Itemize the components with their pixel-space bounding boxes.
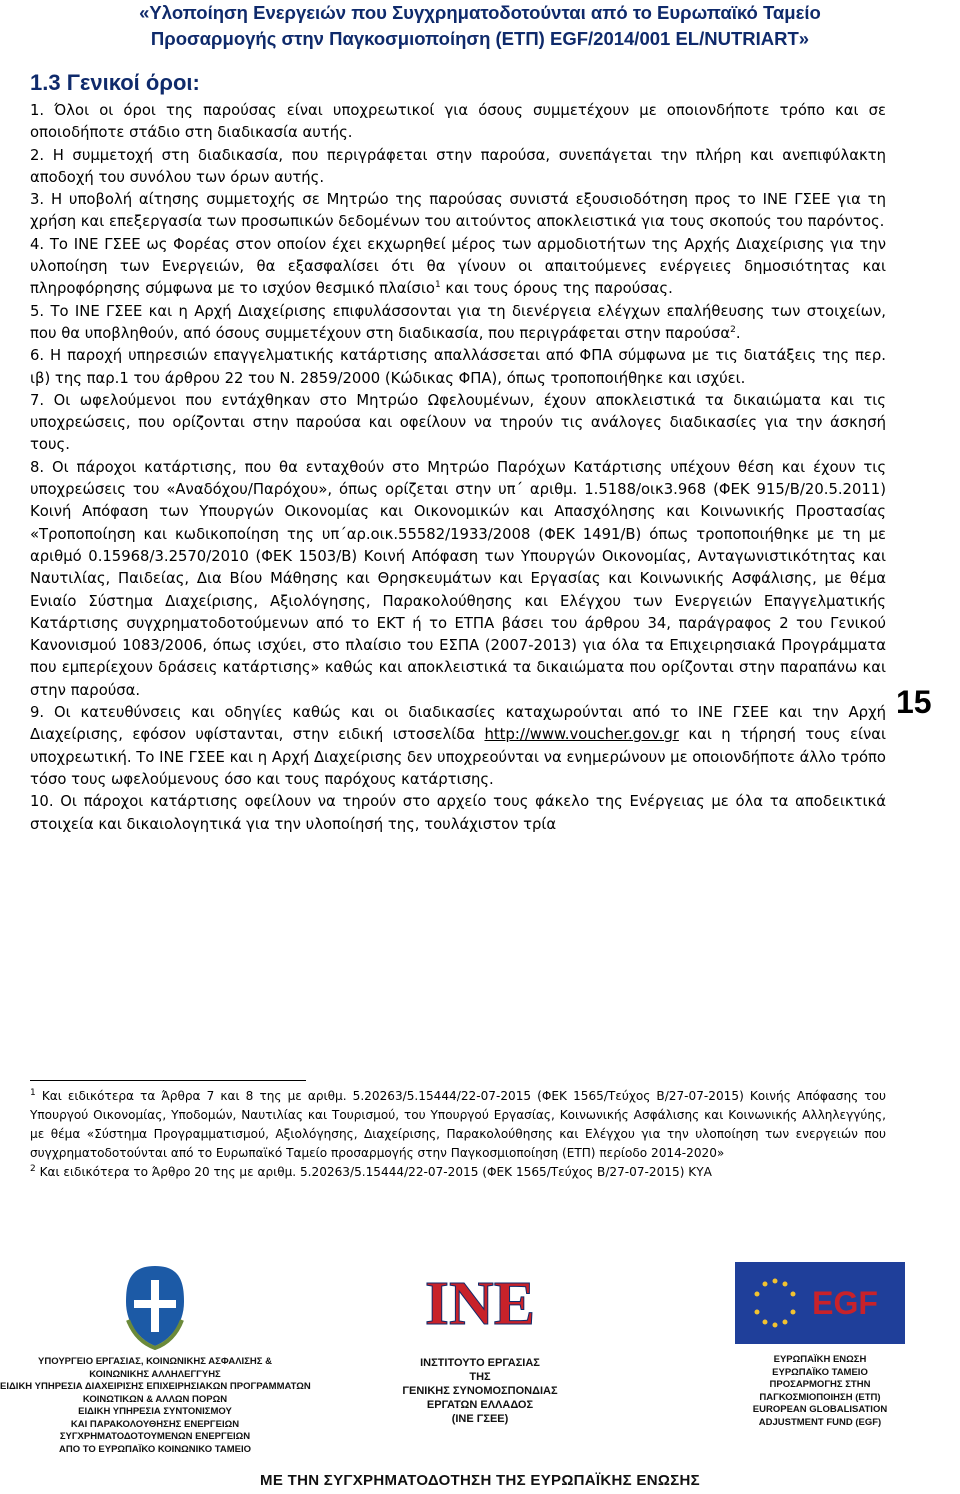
- section-title: 1.3 Γενικοί όροι:: [30, 70, 200, 95]
- paragraph-4-text: 4. Το ΙΝΕ ΓΣΕΕ ως Φορέας στον οποίον έχει εκχωρηθεί μέρος των αρμοδιοτήτων της Αρχής Διαχείρισης για την υλοποίηση των Ενεργειών, θα εξασφαλίσει ότι θα γίνουν οι απαιτούμενες ενέργειες δημοσιότητας και πληροφόρησης σύμφωνα με το ισχύον θεσμικό πλαίσιο: [30, 235, 886, 298]
- footnote-1-number: 1: [30, 1087, 36, 1098]
- paragraph-6: 6. Η παροχή υπηρεσιών επαγγελματικής κατάρτισης απαλλάσσεται από ΦΠΑ σύμφωνα με τις διατάξεις της περ. ιβ) της παρ.1 του άρθρου 22 του Ν. 2859/2000 (Κώδικας ΦΠΑ), όπως τροποποιήθηκε και ισχύει.: [30, 347, 886, 387]
- ine-gsee-logo: [350, 1262, 610, 1426]
- footnote-2-number: 2: [30, 1163, 36, 1174]
- ministry-line-4: ΚΟΙΝΩΤΙΚΩΝ & ΑΛΛΩΝ ΠΟΡΩΝ: [82, 1393, 228, 1405]
- ministry-logo: [0, 1262, 310, 1456]
- paragraph-4: [30, 234, 886, 301]
- egf-line-5: EUROPEAN GLOBALISATION: [752, 1404, 888, 1415]
- paragraph-8: 8. Οι πάροχοι κατάρτισης, που θα ενταχθούν στο Μητρώο Παρόχων Κατάρτισης υπέχουν θέση και έχουν τις υποχρεώσεις του «Αναδόχου/Παρόχου», όπως ορίζεται στην υπ΄ αριθμ. 1.5188/οικ3.968 (ΦΕΚ 915/Β/20.5.2011) Κοινή Απόφαση των Υπουργών Οικονομίας και Οικονομικών και Απασχόλησης και Κοινωνικής Προστασίας «Τροποποίηση και κωδικοποίηση της υπ΄αρ.οικ.55582/1933/2008 (ΦΕΚ 1491/Β) όπως τροποποιήθηκε με τη με αριθμό 0.15968/3.2570/2010 (ΦΕΚ 1503/Β) Κοινή Απόφαση των Υπουργών Οικονομίας, Ανταγωνιστικότητας και Ναυτιλίας, Παιδείας, Δια Βίου Μάθησης και Θρησκευμάτων και Εργασίας και Κοινωνικής Ασφάλισης, με θέμα Ενιαίο Σύστημα Διαχείρισης, Αξιολόγησης, Παρακολούθησης και Ελέγχου των Ενεργειών Επαγγελματικής Κατάρτισης συγχρηματοδοτούμενων από το ΕΚΤ ή το ΕΤΠΑ βάσει του άρθρου 34, παράγραφος 2 του Γενικού Κανονισμού 1083/2006, όπως ισχύει, στο πλαίσιο του ΕΣΠΑ (2007-2013) για όλα τα Επιχειρησιακά Προγράμματα που εμπερίεχουν δράσεις κατάρτισης» καθώς και αποκλειστικά τα δικαιώματα που ορίζονται στην παραπάνω και στην παρούσα.: [30, 458, 886, 699]
- paragraph-4-end: και τους όρους της παρούσας.: [440, 280, 673, 298]
- egf-mark: EGF: [812, 1285, 878, 1321]
- footnotes: [30, 1087, 886, 1182]
- egf-logo-icon: [735, 1262, 905, 1344]
- eu-cofunding-line: ΜΕ ΤΗΝ ΣΥΓΧΡΗΜΑΤΟΔΟΤΗΣΗ ΤΗΣ ΕΥΡΩΠΑΪΚΗΣ ΕΝΩΣΗΣ: [260, 1472, 700, 1489]
- paragraph-2: 2. Η συμμετοχή στη διαδικασία, που περιγράφεται στην παρούσα, συνεπάγεται την πλήρη και ανεπιφύλακτη αποδοχή του συνόλου των όρων αυτής.: [30, 146, 886, 186]
- egf-line-3: ΠΡΟΣΑΡΜΟΓΗΣ ΣΤΗΝ: [769, 1379, 871, 1390]
- paragraph-10: 10. Οι πάροχοι κατάρτισης οφείλουν να τηρούν στο αρχείο τους φάκελο της Ενέργειας με όλα τα αποδεικτικά στοιχεία και δικαιολογητικά για την υλοποίησή της, τουλάχιστον τρία: [30, 793, 886, 833]
- header-line-1: «Υλοποίηση Ενεργειών που Συγχρηματοδοτούνται από το Ευρωπαϊκό Ταμείο: [139, 2, 821, 23]
- header-line-2: Προσαρμογής στην Παγκοσμιοποίηση (ΕΤΠ) EGF/2014/001 EL/NUTRIART»: [150, 28, 810, 49]
- paragraph-1: 1. Όλοι οι όροι της παρούσας είναι υποχρεωτικοί για όσους συμμετέχουν με οποιονδήποτε τρόπο και σε οποιοδήποτε στάδιο στη διαδικασία αυτής.: [30, 102, 886, 142]
- egf-line-4: ΠΑΓΚΟΣΜΙΟΠΟΙΗΣΗ (ΕΤΠ): [759, 1391, 881, 1403]
- ministry-line-2: ΚΟΙΝΩΝΙΚΗΣ ΑΛΛΗΛΕΓΓΥΗΣ: [89, 1368, 221, 1380]
- ministry-line-5: ΕΙΔΙΚΗ ΥΠΗΡΕΣΙΑ ΣΥΝΤΟΝΙΣΜΟΥ: [78, 1406, 232, 1417]
- egf-line-2: ΕΥΡΩΠΑΪΚΟ ΤΑΜΕΙΟ: [772, 1366, 868, 1378]
- paragraph-3: 3. Η υποβολή αίτησης συμμετοχής σε Μητρώο της παρούσας συνιστά εξουσιοδότηση προς το ΙΝΕ ΓΣΕΕ για τη χρήση και επεξεργασία των προσωπικών δεδομένων του αιτούντος αποκλειστικά για τους σκοπούς του παρόντος.: [30, 191, 886, 231]
- paragraph-9-text: 9. Οι κατευθύνσεις και οδηγίες καθώς και οι διαδικασίες καταχωρούνται από το ΙΝΕ ΓΣΕΕ και την Αρχή Διαχείρισης, εφόσον υφίστανται, στην ειδική ιστοσελίδα: [30, 704, 886, 744]
- footnote-separator: [30, 1080, 306, 1081]
- document-header: [0, 0, 960, 52]
- voucher-link[interactable]: http://www.voucher.gov.gr: [484, 726, 679, 744]
- document-body: [30, 100, 886, 836]
- ministry-line-8: ΑΠΟ ΤΟ ΕΥΡΩΠΑΪΚΟ ΚΟΙΝΩΝΙΚΟ ΤΑΜΕΙΟ: [59, 1443, 251, 1455]
- ministry-line-6: ΚΑΙ ΠΑΡΑΚΟΛΟΥΘΗΣΗΣ ΕΝΕΡΓΕΙΩΝ: [70, 1418, 240, 1430]
- paragraph-9-end: και η τήρησή τους είναι υποχρεωτική. Το ΙΝΕ ΓΣΕΕ και η Αρχή Διαχείρισης δεν υποχρεούνται να ενημερώνουν με οποιονδήποτε άλλο τρόπο τόσο τους ωφελούμενους όσο και τους παρόχους κατάρτισης.: [30, 726, 886, 788]
- ministry-line-3: ΕΙΔΙΚΗ ΥΠΗΡΕΣΙΑ ΔΙΑΧΕΙΡΙΣΗΣ ΕΠΙΧΕΙΡΗΣΙΑΚΩΝ ΠΡΟΓΡΑΜΜΑΤΩΝ: [0, 1381, 311, 1392]
- ministry-line-7: ΣΥΓΧΡΗΜΑΤΟΔΟΤΟΥΜΕΝΩΝ ΕΝΕΡΓΕΙΩΝ: [59, 1431, 251, 1442]
- ine-line-2: ΤΗΣ: [469, 1371, 491, 1383]
- footnote-2: [30, 1163, 886, 1182]
- egf-line-1: ΕΥΡΩΠΑΪΚΗ ΕΝΩΣΗ: [773, 1354, 867, 1365]
- paragraph-9: [30, 702, 886, 791]
- ine-mark: INE: [424, 1270, 536, 1338]
- logo-strip: [0, 1262, 960, 1494]
- ine-line-1: ΙΝΣΤΙΤΟΥΤΟ ΕΡΓΑΣΙΑΣ: [420, 1357, 540, 1369]
- ine-line-3: ΓΕΝΙΚΗΣ ΣΥΝΟΜΟΣΠΟΝΔΙΑΣ: [402, 1385, 558, 1397]
- paragraph-5: [30, 301, 886, 346]
- ine-line-5: (ΙΝΕ ΓΣΕΕ): [451, 1413, 509, 1425]
- paragraph-7: 7. Οι ωφελούμενοι που εντάχθηκαν στο Μητρώο Ωφελουμένων, έχουν αποκλειστικά τα δικαιώματα και τις υποχρεώσεις, που ορίζονται στην παρούσα και οφείλουν να τηρούν τις ανάλογες διαδικασίες για την άσκησή τους.: [30, 391, 886, 454]
- footnote-2-text: Και ειδικότερα το Άρθρο 20 της με αριθμ. 5.20263/5.15444/22-07-2015 (ΦΕΚ 1565/Τεύχος Β/27-07-2015) ΚΥΑ: [35, 1165, 712, 1179]
- paragraph-5-end: .: [735, 324, 741, 342]
- footnote-ref-2[interactable]: 2: [730, 325, 736, 336]
- page-number: 15: [896, 684, 932, 720]
- greek-emblem-icon: [120, 1262, 190, 1350]
- ine-line-4: ΕΡΓΑΤΩΝ ΕΛΛΑΔΟΣ: [426, 1399, 534, 1411]
- footnote-1: [30, 1087, 886, 1163]
- egf-line-6: ADJUSTMENT FUND (EGF): [758, 1416, 882, 1428]
- paragraph-5-text: 5. Το ΙΝΕ ΓΣΕΕ και η Αρχή Διαχείρισης επιφυλάσσονται για τη διενέργεια ελέγχων επαλήθευσης των στοιχείων, που θα υποβληθούν, από όσους συμμετέχουν στη διαδικασία, που περιγράφεται στην παρούσα: [30, 302, 886, 342]
- footnote-ref-1[interactable]: 1: [434, 280, 441, 291]
- ine-logo-icon: [405, 1262, 555, 1344]
- ministry-line-1: ΥΠΟΥΡΓΕΙΟ ΕΡΓΑΣΙΑΣ, ΚΟΙΝΩΝΙΚΗΣ ΑΣΦΑΛΙΣΗΣ &: [38, 1356, 272, 1367]
- footnote-1-text: Και ειδικότερα τα Άρθρα 7 και 8 της με αριθμ. 5.20263/5.15444/22-07-2015 (ΦΕΚ 1565/Τεύχος Β/27-07-2015) Κοινής Απόφασης του Υπουργού Οικονομίας, Υποδομών, Ναυτιλίας και Τουρισμού, του Υπουργού Εργασίας, Κοινωνικής Ασφάλισης και Κοινωνικής Αλληλεγγύης, με θέμα «Σύστημα Προγραμματισμού, Αξιολόγησης, Διαχείρισης, Παρακολούθησης και Ελέγχου για την υλοποίηση των ενεργειών που συγχρηματοδοτούνται από το Ευρωπαϊκό Ταμείο προσαρμογής στην Παγκοσμιοποίηση (ΕΤΠ) περίοδο 2014-2020»: [30, 1089, 886, 1160]
- egf-logo: [700, 1262, 940, 1429]
